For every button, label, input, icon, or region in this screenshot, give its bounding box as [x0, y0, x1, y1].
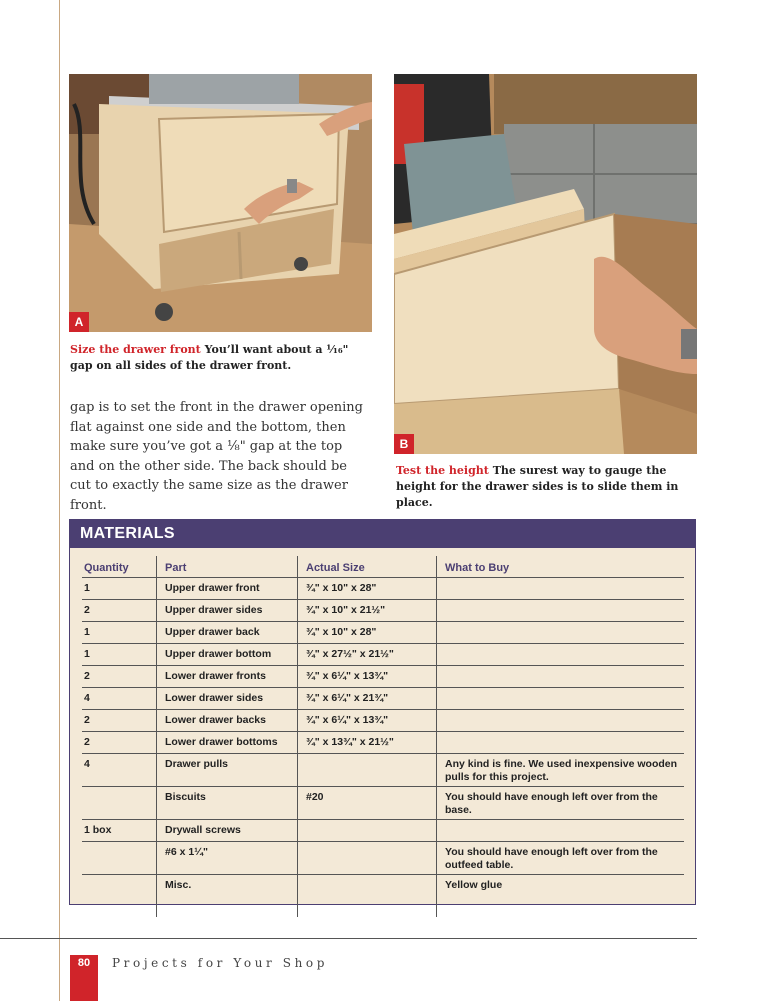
cell-part: #6 x 1¼" — [157, 842, 298, 875]
cell-part: Upper drawer back — [157, 622, 298, 644]
header-actual-size: Actual Size — [298, 556, 437, 578]
cell-part: Drywall screws — [157, 820, 298, 842]
photo-a-illustration — [69, 74, 372, 332]
photo-b — [394, 74, 697, 454]
cell-size: ¾" x 10" x 28" — [298, 622, 437, 644]
cell-size — [298, 875, 437, 918]
table-row — [82, 622, 684, 644]
materials-header-row — [82, 556, 684, 578]
cell-buy — [437, 666, 685, 688]
table-row — [82, 754, 684, 787]
table-row — [82, 600, 684, 622]
photo-b-caption-title: Test the height — [396, 464, 489, 477]
photo-a-caption-title: Size the drawer front — [70, 343, 201, 356]
materials-table — [82, 556, 684, 917]
cell-buy: You should have enough left over from the base. — [437, 787, 685, 820]
body-text — [70, 398, 370, 515]
table-row — [82, 666, 684, 688]
materials-panel — [69, 519, 696, 905]
cell-size: ¾" x 13¾" x 21½" — [298, 732, 437, 754]
page-number: 80 — [70, 955, 98, 1001]
table-row — [82, 875, 684, 918]
cell-qty: 1 — [82, 622, 157, 644]
cell-part: Lower drawer backs — [157, 710, 298, 732]
cell-qty: 4 — [82, 754, 157, 787]
cell-part: Lower drawer bottoms — [157, 732, 298, 754]
cell-qty: 2 — [82, 732, 157, 754]
table-row — [82, 688, 684, 710]
photo-a-caption-text: You’ll want about a ¹⁄₁₆" gap on all sides of the drawer front. — [70, 343, 349, 372]
table-row — [82, 820, 684, 842]
cell-qty: 2 — [82, 600, 157, 622]
header-quantity: Quantity — [82, 556, 157, 578]
cell-part: Upper drawer front — [157, 578, 298, 600]
cell-size: ¾" x 10" x 21½" — [298, 600, 437, 622]
cell-part: Drawer pulls — [157, 754, 298, 787]
cell-buy — [437, 710, 685, 732]
footer-rule — [0, 938, 697, 939]
cell-buy — [437, 732, 685, 754]
cell-qty: 1 — [82, 644, 157, 666]
table-row — [82, 732, 684, 754]
photo-b-label: B — [394, 434, 414, 454]
cell-size — [298, 820, 437, 842]
table-row — [82, 787, 684, 820]
body-paragraph: gap is to set the front in the drawer opening flat against one side and the bottom, then make sure you’ve got a ⅛" gap at the top and on the other side. The back should be cut to exactly the same size as the drawer front. — [70, 400, 364, 513]
cell-part: Lower drawer sides — [157, 688, 298, 710]
cell-buy: Any kind is fine. We used inexpensive wooden pulls for this project. — [437, 754, 685, 787]
cell-qty: 2 — [82, 710, 157, 732]
cell-part: Misc. — [157, 875, 298, 918]
cell-part: Upper drawer sides — [157, 600, 298, 622]
cell-size — [298, 754, 437, 787]
header-what-to-buy: What to Buy — [437, 556, 685, 578]
materials-title: MATERIALS — [70, 520, 695, 548]
cell-size: ¾" x 10" x 28" — [298, 578, 437, 600]
table-row — [82, 578, 684, 600]
header-part: Part — [157, 556, 298, 578]
photo-a — [69, 74, 372, 332]
cell-part: Upper drawer bottom — [157, 644, 298, 666]
cell-buy — [437, 578, 685, 600]
cell-buy — [437, 600, 685, 622]
cell-size: ¾" x 6¼" x 21¾" — [298, 688, 437, 710]
cell-part: Lower drawer fronts — [157, 666, 298, 688]
table-row — [82, 710, 684, 732]
cell-buy: Yellow glue — [437, 875, 685, 918]
photo-a-caption — [70, 342, 370, 374]
table-row — [82, 842, 684, 875]
cell-buy — [437, 622, 685, 644]
cell-size — [298, 842, 437, 875]
cell-qty: 1 box — [82, 820, 157, 842]
cell-size: ¾" x 6¼" x 13¾" — [298, 666, 437, 688]
cell-part: Biscuits — [157, 787, 298, 820]
book-title: Projects for Your Shop — [112, 956, 329, 970]
photo-a-label: A — [69, 312, 89, 332]
page-margin-rule — [59, 0, 60, 1001]
cell-qty — [82, 787, 157, 820]
photo-b-illustration — [394, 74, 697, 454]
cell-qty: 2 — [82, 666, 157, 688]
cell-buy — [437, 820, 685, 842]
cell-qty — [82, 842, 157, 875]
cell-size: ¾" x 6¼" x 13¾" — [298, 710, 437, 732]
cell-buy — [437, 644, 685, 666]
cell-qty: 1 — [82, 578, 157, 600]
cell-buy — [437, 688, 685, 710]
cell-size: #20 — [298, 787, 437, 820]
cell-size: ¾" x 27½" x 21½" — [298, 644, 437, 666]
cell-qty — [82, 875, 157, 918]
photo-b-caption-text: The surest way to gauge the height for the drawer sides is to slide them in place. — [396, 464, 679, 509]
table-row — [82, 644, 684, 666]
cell-qty: 4 — [82, 688, 157, 710]
photo-b-caption — [396, 463, 696, 511]
cell-buy: You should have enough left over from the outfeed table. — [437, 842, 685, 875]
